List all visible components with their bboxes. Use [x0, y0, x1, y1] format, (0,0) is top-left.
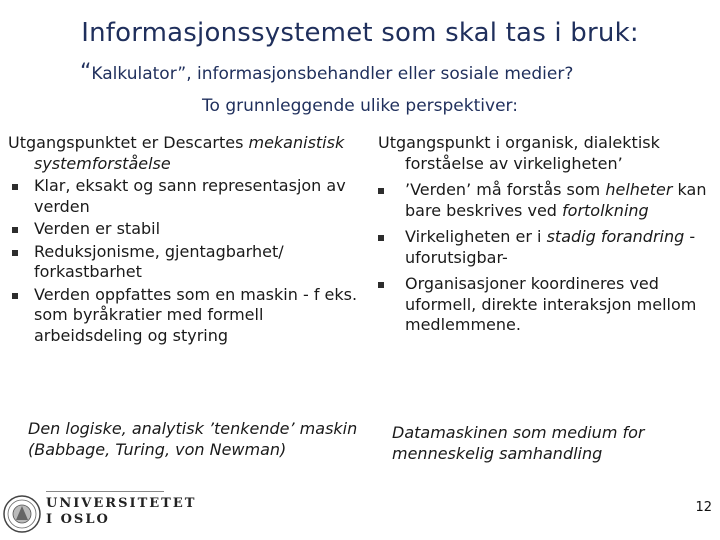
- left-heading-text: Utgangspunktet er Descartes: [8, 133, 249, 152]
- page-number: 12: [695, 500, 712, 515]
- list-item-text: Klar, eksakt og sann representasjon av verden: [34, 176, 346, 216]
- left-footnote: Den logiske, analytisk ’tenkende’ maskin (Babbage, Turing, von Newman): [28, 419, 358, 459]
- square-bullet-icon: [12, 227, 18, 233]
- square-bullet-icon: [12, 293, 18, 299]
- university-logo: [2, 488, 222, 540]
- square-bullet-icon: [12, 184, 18, 190]
- list-item-text: Verden oppfattes som en maskin - f eks. som byråkratier med formell arbeidsdeling og styring: [34, 284, 358, 345]
- list-item: [378, 274, 718, 336]
- list-item: [8, 242, 368, 283]
- item2-b: stadig forandring: [546, 227, 685, 246]
- right-heading-cont: forståelse av virkeligheten’: [405, 153, 623, 173]
- list-item: [8, 176, 368, 217]
- list-item: [378, 227, 718, 268]
- logo-rule: [46, 491, 164, 492]
- item1-d: fortolkning: [562, 200, 649, 220]
- square-bullet-icon: [378, 282, 384, 288]
- square-bullet-icon: [12, 250, 18, 256]
- right-heading: [378, 133, 718, 174]
- list-item: [8, 285, 368, 347]
- list-item-text: Verden er stabil: [34, 219, 161, 238]
- subtitle-text: Kalkulator”, informasjonsbehandler eller sosiale medier?: [91, 64, 574, 84]
- slide-title: Informasjonssystemet som skal tas i bruk:: [81, 18, 639, 48]
- square-bullet-icon: [378, 235, 384, 241]
- square-bullet-icon: [378, 188, 384, 194]
- seal-icon: [2, 490, 42, 538]
- slide-subheading: To grunnleggende ulike perspektiver:: [202, 96, 518, 116]
- left-column: [8, 133, 368, 348]
- left-heading-cont: systemforståelse: [34, 153, 171, 173]
- item2-a: Virkeligheten er i: [405, 227, 547, 246]
- right-bullet-list: [378, 180, 718, 336]
- university-line2: I OSLO: [46, 512, 110, 527]
- list-item-text: Reduksjonisme, gjentagbarhet/ forkastbarhet: [34, 241, 284, 281]
- list-item-text: Organisasjoner koordineres ved uformell, direkte interaksjon mellom medlemmene.: [405, 274, 697, 334]
- item1-a: ’Verden’ må forstås som: [405, 180, 606, 199]
- slide-subtitle: [80, 60, 573, 85]
- item1-b: helheter: [605, 180, 673, 199]
- list-item: [8, 219, 368, 240]
- left-heading: [8, 133, 368, 174]
- left-bullet-list: [8, 176, 368, 346]
- right-heading-text: Utgangspunkt i organisk, dialektisk: [378, 133, 660, 152]
- item1-c: kan bare beskrives ved: [405, 180, 707, 220]
- opening-quote: “: [80, 60, 92, 85]
- university-name: [46, 496, 196, 528]
- list-item: [378, 180, 718, 221]
- right-footnote: Datamaskinen som medium for menneskelig samhandling: [392, 423, 645, 463]
- right-column: [378, 133, 718, 338]
- left-heading-italic: mekanistisk: [248, 133, 345, 152]
- item2-c: - uforutsigbar-: [405, 227, 696, 267]
- university-line1: UNIVERSITETET: [46, 496, 197, 511]
